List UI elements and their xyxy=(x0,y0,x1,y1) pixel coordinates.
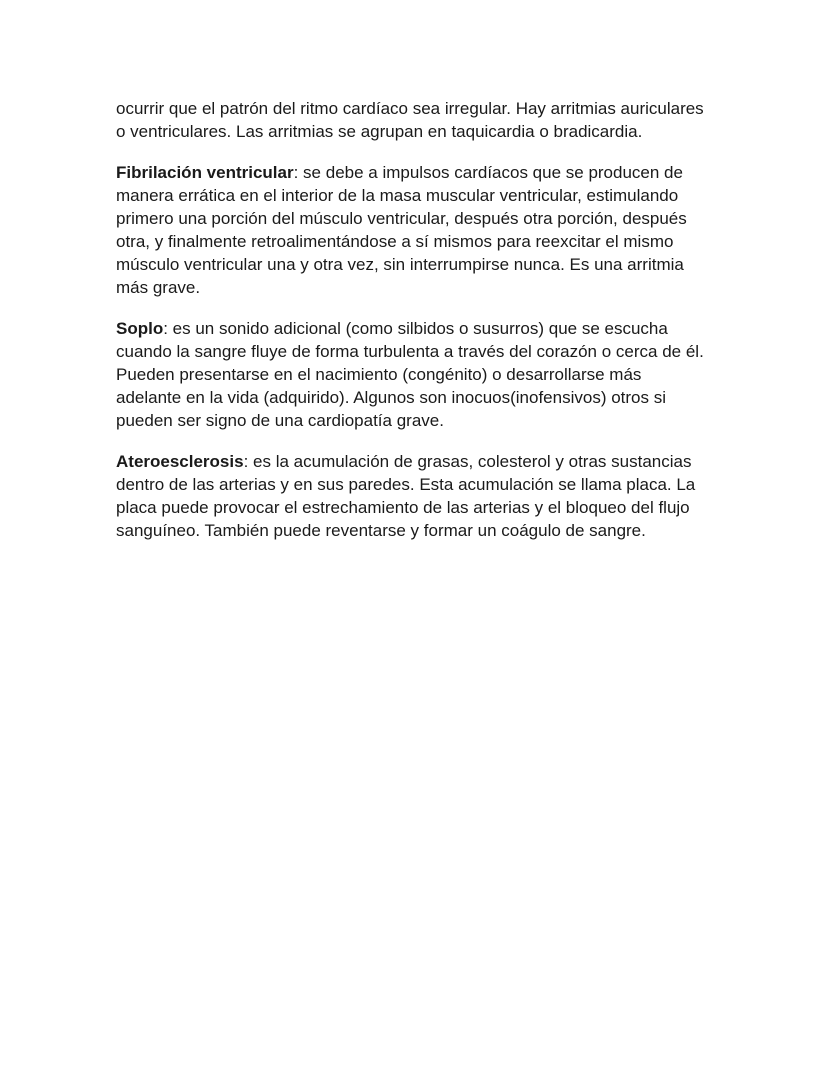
paragraph-term: Fibrilación ventricular xyxy=(116,163,294,182)
paragraph-fibrilacion-ventricular xyxy=(116,161,710,299)
paragraph-body: : se debe a impulsos cardíacos que se producen de manera errática en el interior de la masa muscular ventricular, estimulando primero una porción del músculo ventricular, después otra porción, después otra, y finalmente retroalimentándose a sí mismos para reexcitar el mismo músculo ventricular una y otra vez, sin interrumpirse nunca. Es una arritmia más grave. xyxy=(116,163,687,297)
paragraph-body: : es la acumulación de grasas, colesterol y otras sustancias dentro de las arterias y en sus paredes. Esta acumulación se llama placa. La placa puede provocar el estrechamiento de las arterias y el bloqueo del flujo sanguíneo. También puede reventarse y formar un coágulo de sangre. xyxy=(116,452,696,540)
paragraph-term: Ateroesclerosis xyxy=(116,452,244,471)
paragraph-ateroesclerosis xyxy=(116,450,710,542)
paragraph-arritmias-continuation xyxy=(116,97,710,143)
paragraph-body: ocurrir que el patrón del ritmo cardíaco sea irregular. Hay arritmias auriculares o ventriculares. Las arritmias se agrupan en taquicardia o bradicardia. xyxy=(116,99,704,141)
paragraph-term: Soplo xyxy=(116,319,164,338)
paragraph-body: : es un sonido adicional (como silbidos o susurros) que se escucha cuando la sangre fluye de forma turbulenta a través del corazón o cerca de él. Pueden presentarse en el nacimiento (congénito) o desarrollarse más adelante en la vida (adquirido). Algunos son inocuos(inofensivos) otros si pueden ser signo de una cardiopatía grave. xyxy=(116,319,704,430)
paragraph-soplo xyxy=(116,317,710,432)
